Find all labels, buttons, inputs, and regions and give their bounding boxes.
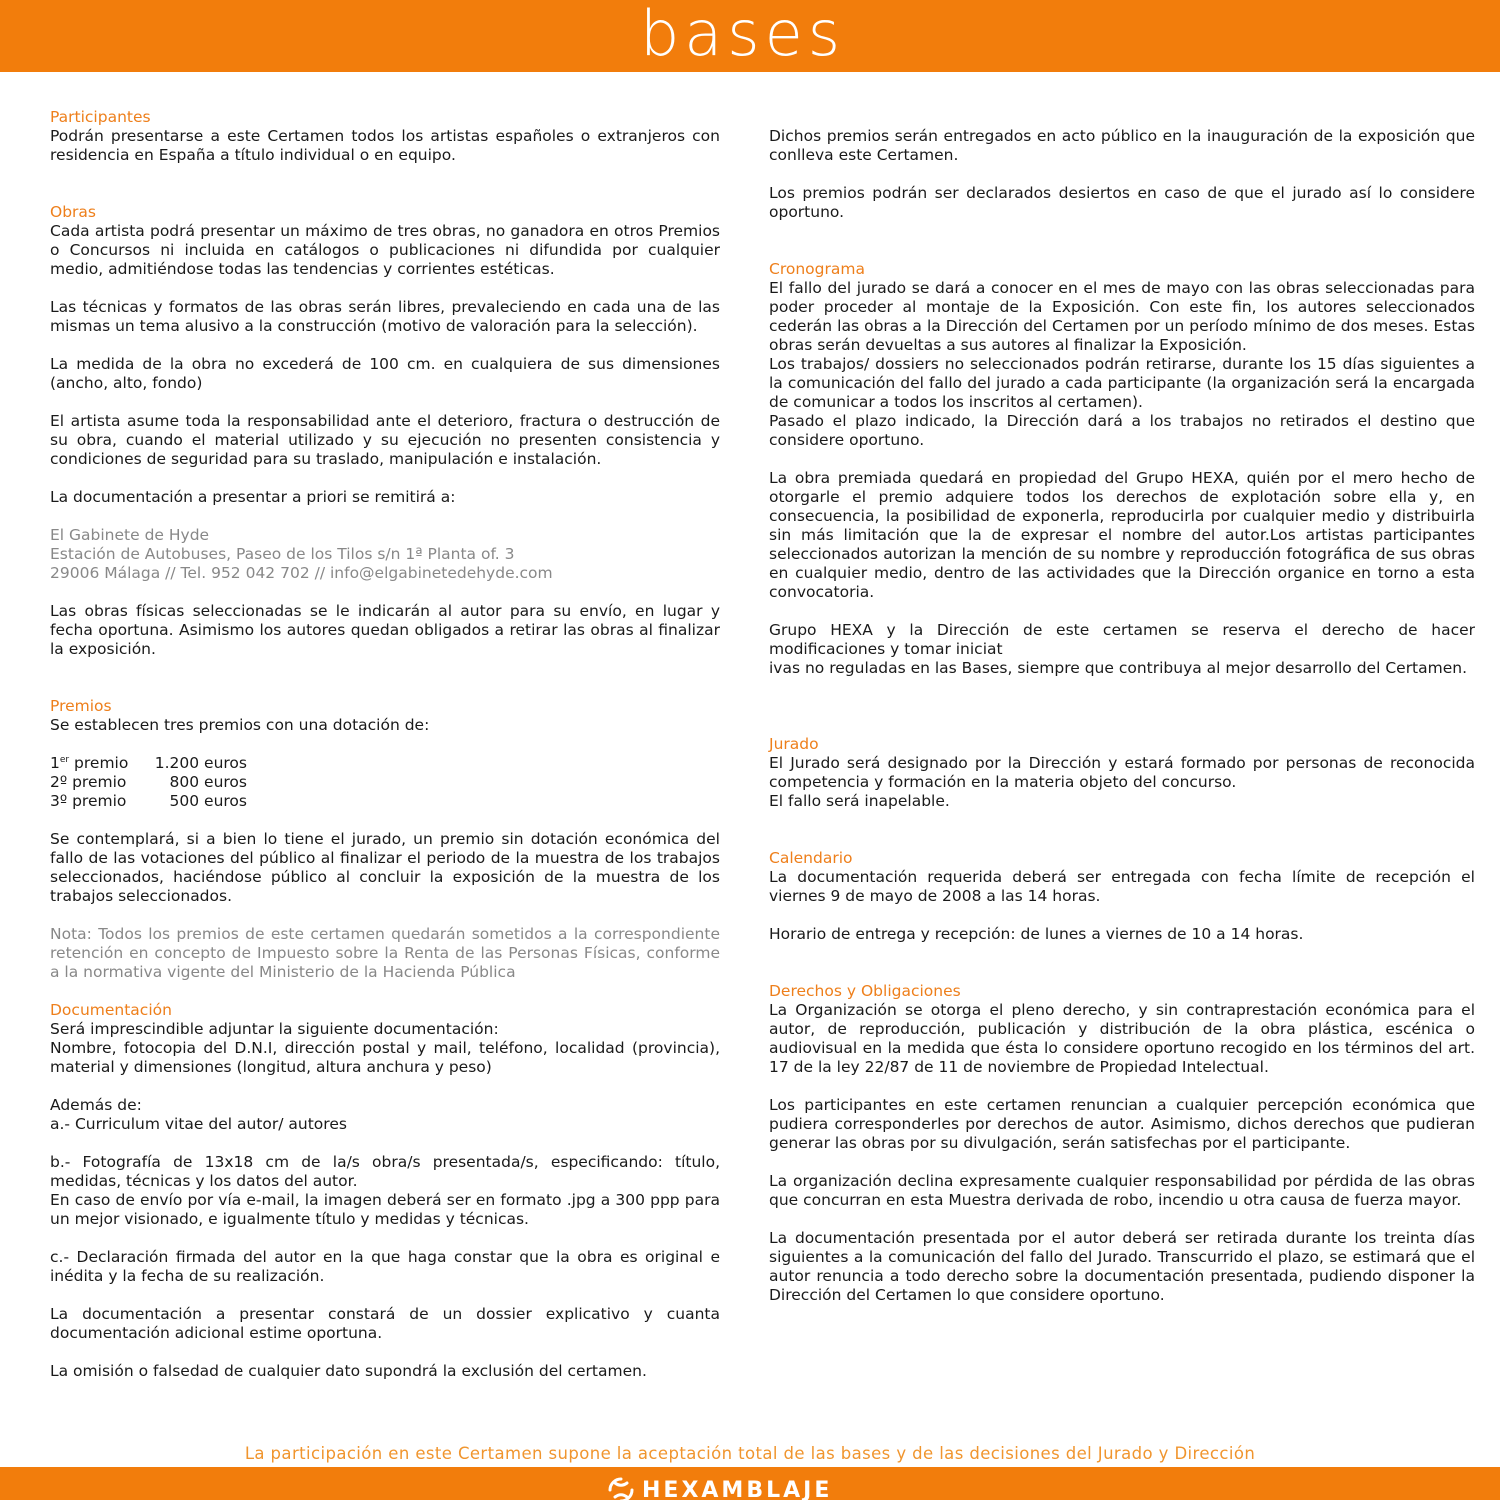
paragraph: Además de: — [50, 1096, 142, 1114]
paragraph: El artista asume toda la responsabilidad ante el deterioro, fractura o destrucción de su obra, cuando el material utilizado y su ejecución no presenten consistencia y condiciones de seguridad para su traslado, manipulación e instalación. — [50, 412, 720, 468]
address-line: Estación de Autobuses, Paseo de los Tilos s/n 1ª Planta of. 3 — [50, 545, 515, 563]
paragraph: Dichos premios serán entregados en acto público en la inauguración de la exposición que conlleva este Certamen. — [769, 127, 1475, 164]
paragraph: Cada artista podrá presentar un máximo de tres obras, no ganadora en otros Premios o Concursos ni incluida en catálogos o publicaciones ni difundida por cualquier medio, admitiéndose todas las tendencias y corrientes estéticas. — [50, 222, 720, 278]
address-line: 29006 Málaga // Tel. 952 042 702 // info@elgabinetedehyde.com — [50, 564, 553, 582]
paragraph: Los participantes en este certamen renuncian a cualquier percepción económica que pudiera corresponderles por derechos de autor. Asimismo, dichos derechos que pudieran generar las obras por su divulgación, serán satisfechas por el participante. — [769, 1096, 1475, 1152]
prize-row: 3º premio 500 euros — [50, 792, 247, 810]
paragraph: Horario de entrega y recepción: de lunes a viernes de 10 a 14 horas. — [769, 925, 1304, 943]
paragraph: La documentación requerida deberá ser entregada con fecha límite de recepción el viernes 9 de mayo de 2008 a las 14 horas. — [769, 868, 1475, 905]
prize-row: 2º premio 800 euros — [50, 773, 247, 791]
left-column — [50, 108, 720, 1381]
paragraph: c.- Declaración firmada del autor en la que haga constar que la obra es original e inédita y la fecha de su realización. — [50, 1248, 720, 1285]
paragraph: Los premios podrán ser declarados desiertos en caso de que el jurado así lo considere oportuno. — [769, 184, 1475, 221]
paragraph: El Jurado será designado por la Dirección y estará formado por personas de reconocida competencia y formación en la materia objeto del concurso. — [769, 754, 1475, 791]
paragraph: La Organización se otorga el pleno derecho, y sin contraprestación económica para el autor, de reproducción, publicación y distribución de la obra plástica, escénica o audiovisual en la medida que ésta lo considere oportuno recogido en los términos del art. 17 de la ley 22/87 de 11 de noviembre de Propiedad Intelectual. — [769, 1001, 1475, 1076]
section-heading-documentacion: Documentación — [50, 1001, 172, 1019]
prize-amount: 500 euros — [169, 792, 247, 810]
section-heading-premios: Premios — [50, 697, 112, 715]
tax-note: Nota: Todos los premios de este certamen quedarán sometidos a la correspondiente retención en concepto de Impuesto sobre la Renta de las Personas Físicas, conforme a la normativa vigente del Ministerio de la Hacienda Pública — [50, 925, 720, 981]
paragraph: La organización declina expresamente cualquier responsabilidad por pérdida de las obras que concurran en esta Muestra derivada de robo, incendio u otra causa de fuerza mayor. — [769, 1172, 1475, 1209]
paragraph: Se contemplará, si a bien lo tiene el jurado, un premio sin dotación económica del fallo de las votaciones del público al finalizar el periodo de la muestra de los trabajos seleccionados, haciéndose público al concluir la exposición de la muestra de los trabajos seleccionados. — [50, 830, 720, 905]
paragraph: La documentación a presentar constará de un dossier explicativo y cuanta documentación adicional estime oportuna. — [50, 1305, 720, 1342]
prize-amount: 1.200 euros — [154, 754, 247, 772]
paragraph: Las obras físicas seleccionadas se le indicarán al autor para su envío, en lugar y fecha oportuna. Asimismo los autores quedan obligados a retirar las obras al finalizar la exposición. — [50, 602, 720, 658]
section-heading-jurado: Jurado — [769, 735, 819, 753]
paragraph: Se establecen tres premios con una dotación de: — [50, 716, 430, 734]
section-heading-cronograma: Cronograma — [769, 260, 865, 278]
paragraph: La obra premiada quedará en propiedad del Grupo HEXA, quién por el mero hecho de otorgarle el premio adquiere todos los derechos de explotación sobre ella y, en consecuencia, la posibilidad de exponerla, reproducirla por cualquier medio y distribuirla sin más limitación que la de expresar el nombre del autor.Los artistas participantes seleccionados autorizan la mención de su nombre y reproducción fotográfica de sus obras en cualquier medio, dentro de las actividades que la Dirección organice en torno a esta convocatoria. — [769, 469, 1475, 601]
section-heading-obras: Obras — [50, 203, 96, 221]
paragraph: En caso de envío por vía e-mail, la imagen deberá ser en formato .jpg a 300 ppp para un mejor visionado, e igualmente título y medidas y técnicas. — [50, 1191, 720, 1228]
section-heading-derechos: Derechos y Obligaciones — [769, 982, 961, 1000]
paragraph: El fallo del jurado se dará a conocer en el mes de mayo con las obras seleccionadas para poder proceder al montaje de la Exposición. Con este fin, los autores seleccionados cederán las obras a la Dirección del Certamen por un período mínimo de dos meses. Estas obras serán devueltas a sus autores al finalizar la Exposición. — [769, 279, 1475, 354]
paragraph: Grupo HEXA y la Dirección de este certamen se reserva el derecho de hacer modificaciones y tomar iniciat — [769, 621, 1475, 658]
paragraph: a.- Curriculum vitae del autor/ autores — [50, 1115, 347, 1133]
prize-list — [50, 754, 720, 811]
paragraph: Podrán presentarse a este Certamen todos los artistas españoles o extranjeros con residencia en España a título individual o en equipo. — [50, 127, 720, 164]
header-bar — [0, 0, 1500, 72]
paragraph: La documentación a presentar a priori se remitirá a: — [50, 488, 456, 506]
section-heading-participantes: Participantes — [50, 108, 151, 126]
paragraph: b.- Fotografía de 13x18 cm de la/s obra/s presentada/s, especificando: título, medidas, técnicas y los datos del autor. — [50, 1153, 720, 1190]
paragraph: La omisión o falsedad de cualquier dato supondrá la exclusión del certamen. — [50, 1362, 647, 1380]
acceptance-note: La participación en este Certamen supone la aceptación total de las bases y de las decisiones del Jurado y Dirección — [244, 1444, 1256, 1463]
address-line: El Gabinete de Hyde — [50, 526, 210, 544]
logo-wordmark: HEXAMBLAJE — [642, 1477, 833, 1503]
paragraph: El fallo será inapelable. — [769, 792, 950, 810]
right-column — [769, 127, 1475, 1305]
paragraph: La documentación presentada por el autor deberá ser retirada durante los treinta días siguientes a la comunicación del fallo del Jurado. Transcurrido el plazo, se estimará que el autor renuncia a todo derecho sobre la documentación presentada, pudiendo disponer la Dirección del Certamen lo que considere oportuno. — [769, 1229, 1475, 1304]
paragraph: Nombre, fotocopia del D.N.I, dirección postal y mail, teléfono, localidad (provincia), material y dimensiones (longitud, altura anchura y peso) — [50, 1039, 720, 1076]
section-heading-calendario: Calendario — [769, 849, 853, 867]
page-title: bases — [639, 0, 846, 70]
paragraph: La medida de la obra no excederá de 100 cm. en cualquiera de sus dimensiones (ancho, alto, fondo) — [50, 355, 720, 392]
prize-amount: 800 euros — [169, 773, 247, 791]
paragraph: ivas no reguladas en las Bases, siempre que contribuya al mejor desarrollo del Certamen. — [769, 659, 1468, 677]
paragraph: Será imprescindible adjuntar la siguiente documentación: — [50, 1020, 499, 1038]
paragraph: Los trabajos/ dossiers no seleccionados podrán retirarse, durante los 15 días siguientes a la comunicación del fallo del jurado a cada participante (la organización será la encargada de comunicar a todos los inscritos al certamen). — [769, 355, 1475, 411]
paragraph: Pasado el plazo indicado, la Dirección dará a los trabajos no retirados el destino que considere oportuno. — [769, 412, 1475, 449]
paragraph: Las técnicas y formatos de las obras serán libres, prevaleciendo en cada una de las mismas un tema alusivo a la construcción (motivo de valoración para la selección). — [50, 298, 720, 335]
brand-logo — [606, 1477, 832, 1503]
prize-row: 1er premio 1.200 euros — [50, 754, 247, 772]
